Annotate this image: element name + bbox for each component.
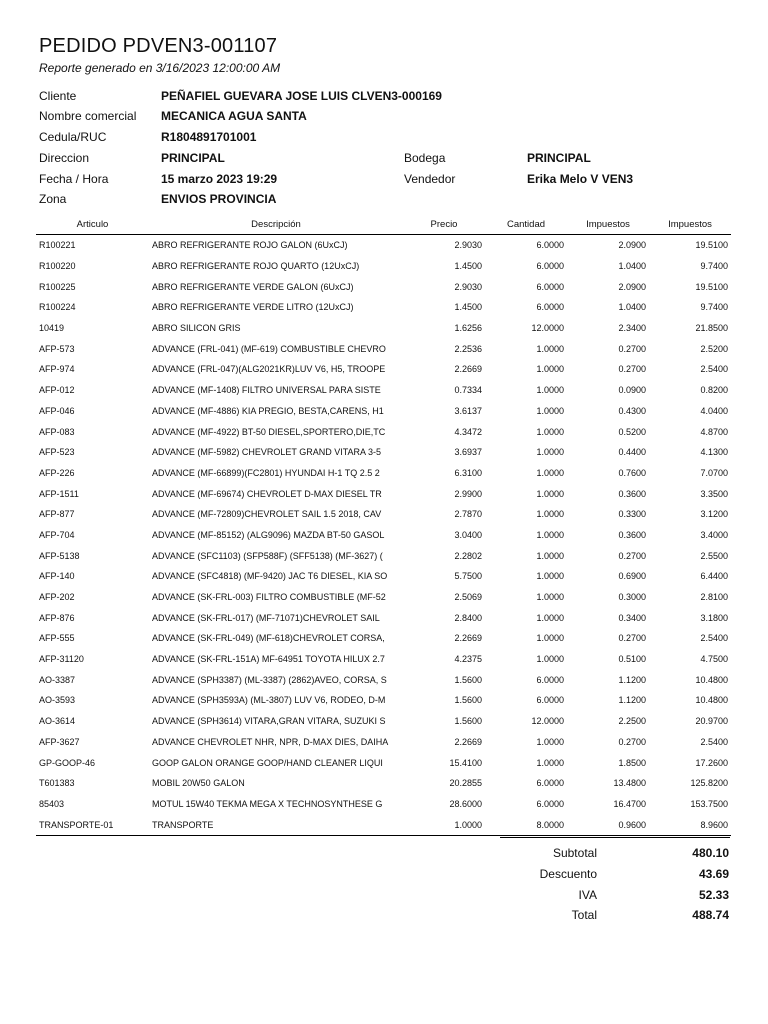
cell-impuestos-total: 2.5500 xyxy=(700,550,728,561)
cell-precio: 2.9030 xyxy=(454,281,482,292)
cell-precio: 2.8400 xyxy=(454,612,482,623)
cell-impuestos-total: 2.5400 xyxy=(700,633,728,644)
cell-articulo: AFP-555 xyxy=(39,633,75,644)
zona-label: Zona xyxy=(39,192,67,206)
iva-row xyxy=(500,888,729,908)
header-impuestos: Impuestos xyxy=(567,214,649,235)
cell-cantidad: 1.0000 xyxy=(536,467,564,478)
cell-precio: 1.5600 xyxy=(454,716,482,727)
total-value: 488.74 xyxy=(692,908,729,922)
cell-impuestos: 1.8500 xyxy=(618,757,646,768)
cell-articulo: AO-3614 xyxy=(39,716,76,727)
cell-cantidad: 1.0000 xyxy=(536,364,564,375)
cell-articulo: AFP-877 xyxy=(39,509,75,520)
cell-impuestos-total: 3.1200 xyxy=(700,509,728,520)
ruc-label: Cedula/RUC xyxy=(39,130,107,144)
table-row xyxy=(36,545,731,566)
cell-cantidad: 1.0000 xyxy=(536,343,564,354)
table-row xyxy=(36,380,731,401)
cell-cantidad: 6.0000 xyxy=(536,798,564,809)
table-row xyxy=(36,525,731,546)
table-row xyxy=(36,649,731,670)
cell-cantidad: 6.0000 xyxy=(536,695,564,706)
descuento-value: 43.69 xyxy=(698,867,729,881)
cell-impuestos: 2.0900 xyxy=(618,281,646,292)
total-label: Total xyxy=(571,908,597,922)
cell-impuestos: 0.7600 xyxy=(618,467,646,478)
cell-precio: 2.2669 xyxy=(454,736,482,747)
cell-impuestos: 1.1200 xyxy=(618,674,646,685)
cell-impuestos: 0.3300 xyxy=(618,509,646,520)
cell-cantidad: 1.0000 xyxy=(536,612,564,623)
cell-impuestos: 16.4700 xyxy=(613,798,646,809)
cell-precio: 2.2669 xyxy=(454,364,482,375)
table-row xyxy=(36,483,731,504)
cell-precio: 1.0000 xyxy=(403,814,485,835)
cell-cantidad: 1.0000 xyxy=(536,592,564,603)
table-row xyxy=(36,442,731,463)
cell-descripcion: ADVANCE (SFC1103) (SFP588F) (SFF5138) (MF-3627) ( xyxy=(152,550,383,561)
cell-cantidad: 1.0000 xyxy=(536,550,564,561)
cell-cantidad: 1.0000 xyxy=(536,426,564,437)
cell-impuestos-total: 2.8100 xyxy=(700,592,728,603)
cell-impuestos: 0.2700 xyxy=(618,550,646,561)
cell-descripcion: ABRO REFRIGERANTE VERDE LITRO (12UxCJ) xyxy=(152,302,354,313)
cell-articulo: AO-3387 xyxy=(39,674,76,685)
cell-precio: 2.7870 xyxy=(454,509,482,520)
table-row xyxy=(36,256,731,277)
table-row xyxy=(36,814,731,835)
cell-precio: 1.5600 xyxy=(454,695,482,706)
cell-impuestos-total: 3.1800 xyxy=(700,612,728,623)
cell-descripcion: ADVANCE (MF-69674) CHEVROLET D-MAX DIESEL TR xyxy=(152,488,382,499)
cell-descripcion: ADVANCE (MF-72809)CHEVROLET SAIL 1.5 2018, CAV xyxy=(152,509,382,520)
cell-cantidad: 1.0000 xyxy=(536,529,564,540)
cell-cantidad: 1.0000 xyxy=(536,405,564,416)
header-precio: Precio xyxy=(403,214,485,235)
cell-descripcion: ADVANCE (SFC4818) (MF-9420) JAC T6 DIESEL, KIA SO xyxy=(152,571,388,582)
cell-impuestos-total: 6.4400 xyxy=(700,571,728,582)
cell-impuestos-total: 19.5100 xyxy=(695,240,728,251)
cell-precio: 4.2375 xyxy=(454,654,482,665)
cell-articulo: AFP-140 xyxy=(39,571,75,582)
cell-impuestos: 0.3000 xyxy=(618,592,646,603)
cell-cantidad: 6.0000 xyxy=(536,778,564,789)
cell-descripcion: MOBIL 20W50 GALON xyxy=(152,778,245,789)
cell-descripcion: ADVANCE (MF-4886) KIA PREGIO, BESTA,CARENS, H1 xyxy=(152,405,384,416)
table-row xyxy=(36,359,731,380)
cell-cantidad: 12.0000 xyxy=(531,323,564,334)
cell-cantidad: 1.0000 xyxy=(536,757,564,768)
table-row xyxy=(36,587,731,608)
cell-impuestos-total: 0.8200 xyxy=(700,385,728,396)
cell-precio: 2.2536 xyxy=(454,343,482,354)
table-row xyxy=(36,752,731,773)
cell-cantidad: 1.0000 xyxy=(536,447,564,458)
report-generated-text: Reporte generado en 3/16/2023 12:00:00 AM xyxy=(39,61,281,75)
table-row xyxy=(36,628,731,649)
cell-impuestos-total: 4.1300 xyxy=(700,447,728,458)
table-row xyxy=(36,338,731,359)
total-row xyxy=(500,908,729,928)
table-row xyxy=(36,235,731,256)
cell-descripcion: ADVANCE (MF-66899)(FC2801) HYUNDAI H-1 TQ 2.5 2 xyxy=(152,467,380,478)
cell-impuestos-total: 10.4800 xyxy=(695,695,728,706)
direccion-label: Direccion xyxy=(39,151,90,165)
cell-descripcion: ADVANCE (MF-1408) FILTRO UNIVERSAL PARA SISTE xyxy=(152,385,381,396)
cell-impuestos: 0.2700 xyxy=(618,364,646,375)
cell-articulo: AFP-1511 xyxy=(39,488,79,499)
cell-impuestos: 0.2700 xyxy=(618,633,646,644)
cell-descripcion: ADVANCE (FRL-041) (MF-619) COMBUSTIBLE CHEVRO xyxy=(152,343,386,354)
vendedor-label: Vendedor xyxy=(404,172,456,186)
cell-articulo: AFP-012 xyxy=(39,385,75,396)
cell-descripcion: ABRO REFRIGERANTE VERDE GALON (6UxCJ) xyxy=(152,281,354,292)
cell-descripcion: ADVANCE (MF-5982) CHEVROLET GRAND VITARA 3-5 xyxy=(152,447,382,458)
table-row xyxy=(36,607,731,628)
cell-precio: 3.6137 xyxy=(454,405,482,416)
cliente-value: PEÑAFIEL GUEVARA JOSE LUIS CLVEN3-000169 xyxy=(161,89,442,103)
subtotal-row xyxy=(500,846,729,866)
bodega-value: PRINCIPAL xyxy=(527,151,591,165)
cell-descripcion: ADVANCE (SPH3614) VITARA,GRAN VITARA, SUZUKI S xyxy=(152,716,386,727)
cell-impuestos: 0.3600 xyxy=(618,529,646,540)
cell-impuestos: 2.0900 xyxy=(618,240,646,251)
cell-descripcion: ADVANCE (FRL-047)(ALG2021KR)LUV V6, H5, TROOPE xyxy=(152,364,386,375)
cell-precio: 6.3100 xyxy=(454,467,482,478)
cell-impuestos-total: 17.2600 xyxy=(695,757,728,768)
cell-impuestos-total: 20.9700 xyxy=(695,716,728,727)
fecha-label: Fecha / Hora xyxy=(39,172,109,186)
cell-impuestos: 0.2700 xyxy=(618,736,646,747)
table-row xyxy=(36,566,731,587)
cell-impuestos-total: 19.5100 xyxy=(695,281,728,292)
cell-articulo: AFP-876 xyxy=(39,612,75,623)
cell-descripcion: MOTUL 15W40 TEKMA MEGA X TECHNOSYNTHESE G xyxy=(152,798,383,809)
direccion-value: PRINCIPAL xyxy=(161,151,225,165)
cell-precio: 1.5600 xyxy=(454,674,482,685)
table-row xyxy=(36,401,731,422)
header-cantidad: Cantidad xyxy=(485,214,567,235)
iva-label: IVA xyxy=(578,888,597,902)
items-body xyxy=(36,235,731,836)
cell-impuestos: 0.5200 xyxy=(618,426,646,437)
cell-descripcion: ADVANCE (MF-85152) (ALG9096) MAZDA BT-50 GASOL xyxy=(152,529,385,540)
cell-descripcion: ABRO SILICON GRIS xyxy=(152,323,241,334)
cell-cantidad: 1.0000 xyxy=(536,385,564,396)
zona-value: ENVIOS PROVINCIA xyxy=(161,192,277,206)
cell-cantidad: 6.0000 xyxy=(536,281,564,292)
cell-precio: 0.7334 xyxy=(454,385,482,396)
cell-precio: 3.0400 xyxy=(454,529,482,540)
cell-impuestos-total: 4.7500 xyxy=(700,654,728,665)
cell-cantidad: 6.0000 xyxy=(536,261,564,272)
subtotal-label: Subtotal xyxy=(552,846,597,860)
cell-articulo: R100221 xyxy=(39,240,76,251)
cell-articulo: R100225 xyxy=(39,281,76,292)
cell-precio: 2.2669 xyxy=(454,633,482,644)
cell-impuestos: 2.3400 xyxy=(618,323,646,334)
cell-cantidad: 1.0000 xyxy=(536,633,564,644)
cell-impuestos: 0.3400 xyxy=(618,612,646,623)
cell-descripcion: ADVANCE (SPH3593A) (ML-3807) LUV V6, RODEO, D-M xyxy=(152,695,386,706)
cell-impuestos: 0.4300 xyxy=(618,405,646,416)
header-articulo: Articulo xyxy=(36,214,149,235)
descuento-row xyxy=(500,867,729,887)
cell-articulo: AFP-226 xyxy=(39,467,75,478)
cell-precio: 15.4100 xyxy=(449,757,482,768)
cell-impuestos: 0.3600 xyxy=(618,488,646,499)
cell-precio: 28.6000 xyxy=(449,798,482,809)
cell-precio: 2.9900 xyxy=(454,488,482,499)
cell-impuestos: 1.0400 xyxy=(618,302,646,313)
cell-descripcion: ADVANCE (SPH3387) (ML-3387) (2862)AVEO, CORSA, S xyxy=(152,674,387,685)
cell-cantidad: 1.0000 xyxy=(536,571,564,582)
cell-precio: 20.2855 xyxy=(449,778,482,789)
cell-articulo: 10419 xyxy=(39,323,65,334)
cell-cantidad: 1.0000 xyxy=(536,736,564,747)
cell-impuestos-total: 10.4800 xyxy=(695,674,728,685)
cell-precio: 2.2802 xyxy=(454,550,482,561)
cell-impuestos: 1.0400 xyxy=(618,261,646,272)
cell-impuestos: 0.6900 xyxy=(618,571,646,582)
cell-descripcion: TRANSPORTE xyxy=(149,814,403,835)
cell-articulo: R100224 xyxy=(39,302,76,313)
cell-articulo: R100220 xyxy=(39,261,76,272)
fecha-value: 15 marzo 2023 19:29 xyxy=(161,172,278,186)
table-row xyxy=(36,690,731,711)
cell-articulo: AFP-5138 xyxy=(39,550,80,561)
cell-descripcion: ADVANCE (SK-FRL-151A) MF-64951 TOYOTA HILUX 2.7 xyxy=(152,654,385,665)
cell-impuestos-total: 7.0700 xyxy=(700,467,728,478)
table-row xyxy=(36,773,731,794)
cell-descripcion: GOOP GALON ORANGE GOOP/HAND CLEANER LIQUI xyxy=(152,757,383,768)
cell-impuestos-total: 125.8200 xyxy=(690,778,728,789)
cell-cantidad: 1.0000 xyxy=(536,654,564,665)
cell-precio: 2.9030 xyxy=(454,240,482,251)
cell-cantidad: 6.0000 xyxy=(536,240,564,251)
table-row xyxy=(36,463,731,484)
cell-articulo: AFP-046 xyxy=(39,405,75,416)
cell-impuestos: 0.2700 xyxy=(618,343,646,354)
cell-precio: 1.4500 xyxy=(454,261,482,272)
ruc-value: R1804891701001 xyxy=(161,130,257,144)
subtotal-value: 480.10 xyxy=(692,846,729,860)
table-row xyxy=(36,711,731,732)
cell-articulo: 85403 xyxy=(39,798,65,809)
cell-impuestos-total: 2.5200 xyxy=(700,343,728,354)
cell-impuestos-total: 21.8500 xyxy=(695,323,728,334)
cell-impuestos: 13.4800 xyxy=(613,778,646,789)
nombre-comercial-label: Nombre comercial xyxy=(39,109,137,123)
cell-impuestos: 1.1200 xyxy=(618,695,646,706)
cell-descripcion: ADVANCE (SK-FRL-017) (MF-71071)CHEVROLET SAIL xyxy=(152,612,380,623)
cell-articulo: AFP-573 xyxy=(39,343,75,354)
cell-impuestos-total: 9.7400 xyxy=(700,302,728,313)
cell-cantidad: 1.0000 xyxy=(536,488,564,499)
cell-impuestos-total: 153.7500 xyxy=(690,798,728,809)
table-row xyxy=(36,669,731,690)
cell-articulo: AFP-202 xyxy=(39,592,75,603)
cell-articulo: AO-3593 xyxy=(39,695,76,706)
vendedor-value: Erika Melo V VEN3 xyxy=(527,172,634,186)
table-row xyxy=(36,732,731,753)
items-table xyxy=(36,214,731,836)
cell-impuestos-total: 2.5400 xyxy=(700,736,728,747)
cell-precio: 3.6937 xyxy=(454,447,482,458)
table-row xyxy=(36,794,731,815)
cell-precio: 1.6256 xyxy=(454,323,482,334)
cell-cantidad: 12.0000 xyxy=(531,716,564,727)
cell-impuestos-total: 4.8700 xyxy=(700,426,728,437)
cell-cantidad: 6.0000 xyxy=(536,302,564,313)
header-impuestos-total: Impuestos xyxy=(649,214,731,235)
cell-descripcion: ADVANCE CHEVROLET NHR, NPR, D-MAX DIES, DAIHA xyxy=(152,736,389,747)
cell-articulo: AFP-523 xyxy=(39,447,75,458)
cell-impuestos-total: 3.4000 xyxy=(700,529,728,540)
cell-impuestos: 0.4400 xyxy=(618,447,646,458)
bodega-label: Bodega xyxy=(404,151,446,165)
cell-articulo: AFP-31120 xyxy=(39,654,84,665)
cell-articulo: TRANSPORTE-01 xyxy=(36,814,149,835)
cell-impuestos: 0.0900 xyxy=(618,385,646,396)
cell-impuestos: 0.5100 xyxy=(618,654,646,665)
table-row xyxy=(36,504,731,525)
iva-value: 52.33 xyxy=(698,888,729,902)
table-row xyxy=(36,276,731,297)
cell-precio: 4.3472 xyxy=(454,426,482,437)
cell-impuestos: 2.2500 xyxy=(618,716,646,727)
cell-articulo: AFP-3627 xyxy=(39,736,80,747)
header-descripcion: Descripción xyxy=(149,214,403,235)
cell-cantidad: 1.0000 xyxy=(536,509,564,520)
cell-impuestos-total: 8.9600 xyxy=(649,814,731,835)
cell-cantidad: 8.0000 xyxy=(485,814,567,835)
cell-articulo: AFP-974 xyxy=(39,364,75,375)
cell-articulo: GP-GOOP-46 xyxy=(39,757,96,768)
cell-articulo: T601383 xyxy=(39,778,75,789)
cell-impuestos-total: 3.3500 xyxy=(700,488,728,499)
cell-descripcion: ADVANCE (SK-FRL-003) FILTRO COMBUSTIBLE (MF-52 xyxy=(152,592,386,603)
cell-descripcion: ADVANCE (SK-FRL-049) (MF-618)CHEVROLET CORSA, xyxy=(152,633,385,644)
cell-impuestos-total: 2.5400 xyxy=(700,364,728,375)
page-title: PEDIDO PDVEN3-001107 xyxy=(39,35,278,57)
cliente-label: Cliente xyxy=(39,89,77,103)
cell-descripcion: ABRO REFRIGERANTE ROJO QUARTO (12UxCJ) xyxy=(152,261,360,272)
cell-cantidad: 6.0000 xyxy=(536,674,564,685)
cell-descripcion: ADVANCE (MF-4922) BT-50 DIESEL,SPORTERO,DIE,TC xyxy=(152,426,386,437)
descuento-label: Descuento xyxy=(539,867,597,881)
cell-precio: 1.4500 xyxy=(454,302,482,313)
cell-articulo: AFP-083 xyxy=(39,426,75,437)
cell-impuestos: 0.9600 xyxy=(567,814,649,835)
table-row xyxy=(36,318,731,339)
cell-descripcion: ABRO REFRIGERANTE ROJO GALON (6UxCJ) xyxy=(152,240,348,251)
table-header-row xyxy=(36,214,731,235)
cell-precio: 2.5069 xyxy=(454,592,482,603)
cell-impuestos-total: 9.7400 xyxy=(700,261,728,272)
totals-divider xyxy=(500,837,730,838)
nombre-comercial-value: MECANICA AGUA SANTA xyxy=(161,109,307,123)
cell-precio: 5.7500 xyxy=(454,571,482,582)
cell-articulo: AFP-704 xyxy=(39,529,75,540)
table-row xyxy=(36,297,731,318)
table-row xyxy=(36,421,731,442)
cell-impuestos-total: 4.0400 xyxy=(700,405,728,416)
